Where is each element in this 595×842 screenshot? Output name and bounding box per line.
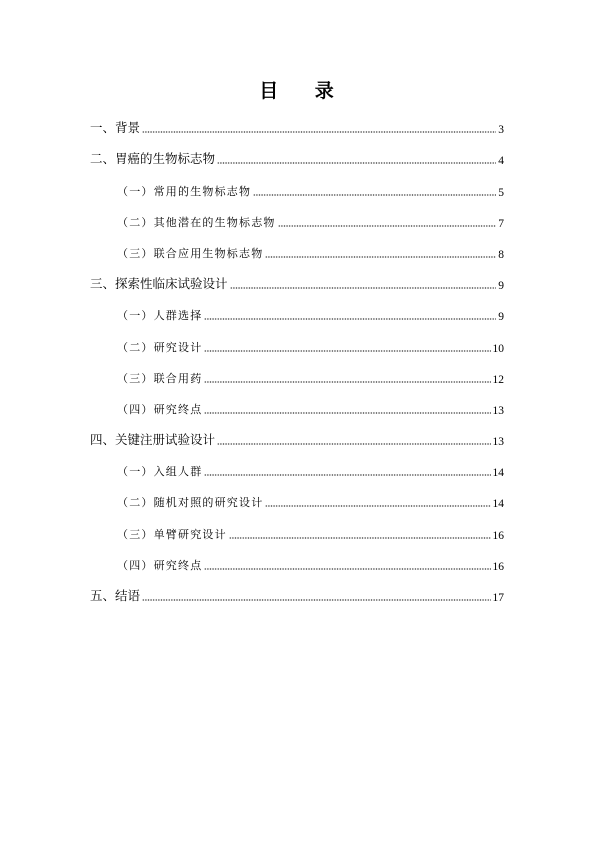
toc-dot-leader bbox=[142, 599, 490, 601]
toc-page-number: 17 bbox=[492, 592, 504, 604]
toc-entry[interactable] bbox=[90, 513, 504, 544]
toc-page-number: 10 bbox=[492, 342, 504, 355]
toc-entry[interactable] bbox=[90, 108, 504, 139]
toc-dot-leader bbox=[217, 443, 490, 445]
toc-entry-label: 二、胃癌的生物标志物 bbox=[90, 151, 216, 167]
toc-dot-leader bbox=[204, 568, 490, 570]
toc-page-number: 9 bbox=[498, 311, 504, 324]
toc-entry[interactable] bbox=[90, 482, 504, 513]
table-of-contents bbox=[90, 108, 504, 607]
toc-entry-label: （二）其他潜在的生物标志物 bbox=[117, 215, 276, 229]
toc-entry-label: （三）联合用药 bbox=[117, 371, 203, 385]
toc-page-number: 14 bbox=[492, 467, 504, 480]
toc-entry-label: （三）联合应用生物标志物 bbox=[117, 246, 264, 260]
toc-entry[interactable] bbox=[90, 576, 504, 607]
toc-entry[interactable] bbox=[90, 170, 504, 201]
toc-entry-label: （四）研究终点 bbox=[117, 402, 203, 416]
toc-page-number: 5 bbox=[498, 186, 504, 199]
toc-title: 目 录 bbox=[259, 80, 336, 102]
toc-entry-label: 一、背景 bbox=[90, 120, 141, 136]
toc-page-number: 16 bbox=[492, 529, 504, 542]
toc-page-number: 14 bbox=[492, 498, 504, 511]
toc-page-number: 9 bbox=[498, 280, 504, 293]
toc-entry-label: （一）常用的生物标志物 bbox=[117, 184, 252, 198]
toc-entry-label: 五、结语 bbox=[90, 588, 141, 603]
toc-entry[interactable] bbox=[90, 295, 504, 326]
toc-page-number: 3 bbox=[498, 124, 504, 137]
toc-entry-label: （三）单臂研究设计 bbox=[117, 527, 227, 541]
toc-dot-leader bbox=[204, 474, 490, 476]
toc-entry-label: （四）研究终点 bbox=[117, 558, 203, 572]
toc-page-number: 7 bbox=[498, 217, 504, 230]
toc-dot-leader bbox=[253, 194, 496, 196]
toc-dot-leader bbox=[229, 537, 491, 539]
toc-dot-leader bbox=[265, 505, 490, 507]
toc-entry[interactable] bbox=[90, 389, 504, 420]
toc-dot-leader bbox=[278, 225, 497, 227]
toc-entry[interactable] bbox=[90, 545, 504, 576]
toc-entry[interactable] bbox=[90, 202, 504, 233]
toc-page-number: 16 bbox=[492, 560, 504, 573]
toc-dot-leader bbox=[204, 412, 490, 414]
toc-entry[interactable] bbox=[90, 420, 504, 451]
toc-entry-label: （一）入组人群 bbox=[117, 465, 203, 479]
toc-page-number: 13 bbox=[492, 404, 504, 417]
toc-page-number: 4 bbox=[498, 155, 504, 168]
toc-dot-leader bbox=[217, 162, 496, 164]
toc-entry[interactable] bbox=[90, 326, 504, 357]
toc-entry[interactable] bbox=[90, 233, 504, 264]
toc-entry[interactable] bbox=[90, 451, 504, 482]
toc-entry[interactable] bbox=[90, 358, 504, 389]
toc-entry-label: 四、关键注册试验设计 bbox=[90, 432, 216, 448]
toc-entry-label: 三、探索性临床试验设计 bbox=[90, 276, 228, 292]
toc-dot-leader bbox=[265, 256, 496, 258]
toc-entry-label: （二）研究设计 bbox=[117, 340, 203, 354]
toc-page-number: 12 bbox=[492, 373, 504, 386]
toc-dot-leader bbox=[204, 318, 496, 320]
toc-dot-leader bbox=[204, 381, 490, 383]
toc-entry-label: （一）人群选择 bbox=[117, 309, 203, 323]
toc-page-number: 8 bbox=[498, 248, 504, 261]
toc-dot-leader bbox=[230, 287, 497, 289]
toc-page-number: 13 bbox=[492, 436, 504, 449]
toc-dot-leader bbox=[142, 131, 496, 133]
toc-entry[interactable] bbox=[90, 139, 504, 170]
toc-entry-label: （二）随机对照的研究设计 bbox=[117, 496, 264, 510]
toc-dot-leader bbox=[204, 350, 490, 352]
toc-entry[interactable] bbox=[90, 264, 504, 295]
